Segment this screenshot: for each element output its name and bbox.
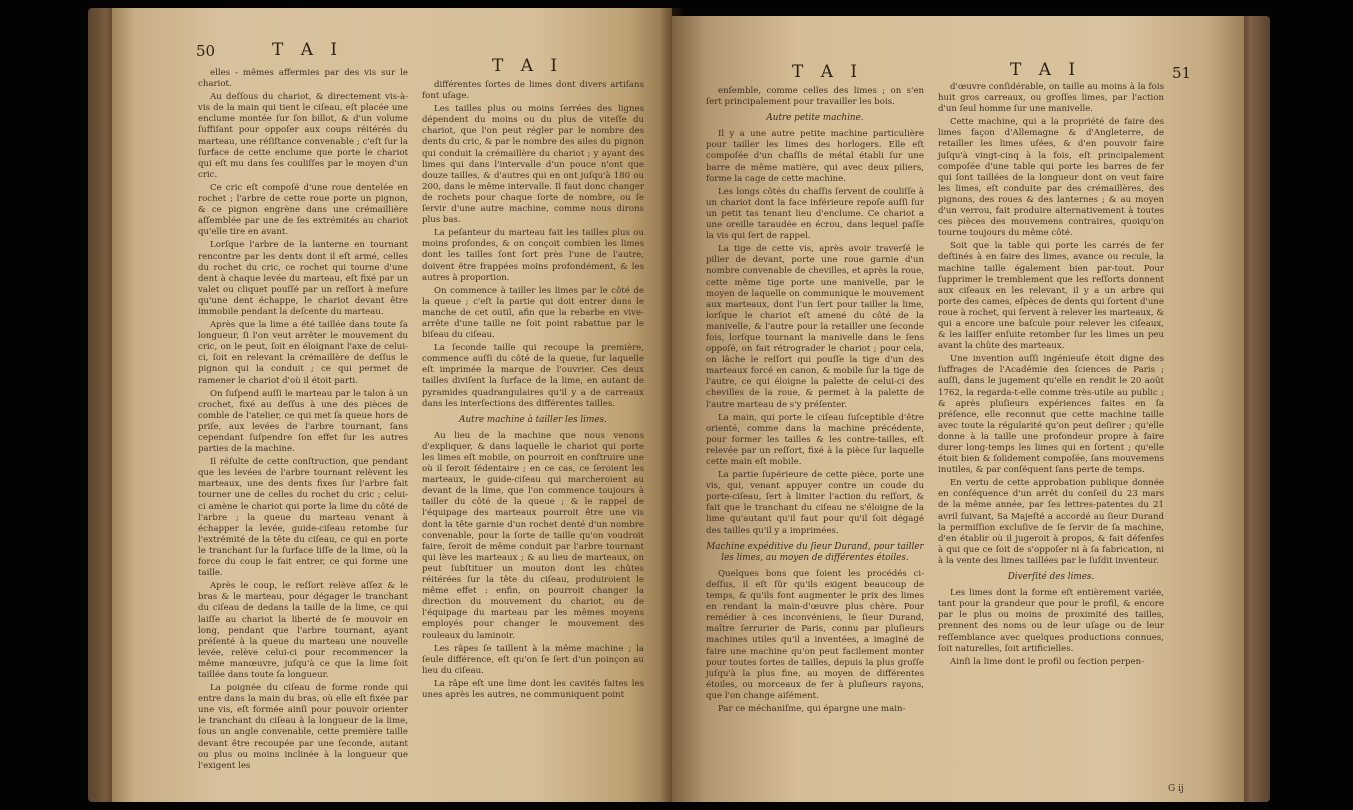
- paragraph: Cette machine, qui a la propriété de faire des limes façon d'Allemagne & d'Angleterre, de retailler les limes uſées, & d'en pouvoir faire juſqu'à vingt-cinq à la fois, eſt principalement compoſée d'une table qui porte les barres de fer qui ſont taillées de la longueur dont on veut faire les limes, eſt conduite par des crémaillères, des pignons, des roues & des lanternes ; & au moyen d'un verrou, fait produire alternativement à toutes ces pièces des mouvemens contraires, quoiqu'on tourne toujours du même côté.: [938, 117, 1164, 239]
- signature-mark: G ij: [1168, 784, 1184, 794]
- section-heading: Diverſité des limes.: [1007, 572, 1095, 583]
- paragraph: différentes ſortes de limes dont divers artiſans font uſage.: [422, 80, 644, 102]
- paragraph: d'œuvre conſidérable, on taille au moins à la fois huit gros carreaux, ou groſſes limes, par l'action d'un ſeul homme ſur une manivelle.: [938, 82, 1164, 115]
- paragraph: On ſuſpend auſſi le marteau par le talon à un crochet, fixé au deſſus à une des pièces de comble de l'atelier, ce qui met ſa queue hors de priſe, aux levées de l'arbre tournant, ſans cependant ſuſpendre ſon effet ſur les autres parties de la machine.: [198, 388, 408, 455]
- paragraph: elles - mêmes affermies par des vis sur le chariot.: [198, 68, 408, 90]
- paragraph: Soit que la table qui porte les carrés de fer deſtinés à en faire des limes, avance ou recule, la machine taille également bien par-tout. Pour ſupprimer le tremblement que les reſſorts donnent aux ciſeaux en les relevant, il y a un arbre qui porte des cames, eſpèces de dents qui ſortent d'une roue à rochet, qui ſervent à relever les marteaux, & qui a encore une baſcule pour relever les ciſeaux, & les laiſſer enſuite retomber ſur les limes un peu avant la chûte des marteaux.: [938, 241, 1165, 352]
- running-head-left: T A I: [272, 40, 344, 60]
- paragraph: Les limes dont la forme eſt entièrement variée, tant pour la grandeur que pour le profil, & encore par le plus ou moins de proximité des tailles, prennent des noms ou de leur uſage ou de leur reſſemblance avec quelques productions connues, ſoit naturelles, ſoit artificielles.: [938, 588, 1164, 654]
- text-column-2: [422, 80, 644, 770]
- paragraph: La tige de cette vis, après avoir traverſé le pilier de devant, porte une roue garnie d'un nombre convenable de chevilles, et après la roue, cette même tige porte une manivelle, par le moyen de laquelle on communique le mouvement aux marteaux, dont l'un ſert pour tailler la lime, lorſque le chariot eſt amené du côté de la manivelle, & l'autre pour la retailler une ſeconde fois, lorſque tournant la manivelle dans le ſens oppoſé, on fait rétrograder le chariot ; pour cela, on lâche le reſſort qui pouſſe la tige d'un des marteaux forcé en canon, & mobile ſur la tige de l'autre, ce qui éloigne la palette de celui-ci des chevilles de la roue, & permet à la palette de l'autre marteau de s'y préſenter.: [706, 244, 924, 410]
- paragraph: Au deſſous du chariot, & directement vis-à-vis de la main qui tient le ciſeau, eſt placée une enclume montée ſur ſon billot, & d'un volume ſuffiſant pour oppoſer aux coups réitérés du marteau, une réſiſtance convenable ; c'eſt ſur la ſurface de cette enclume que porte le chariot qui eſt mu dans ſes couliſſes par le moyen d'un cric.: [198, 92, 408, 180]
- paragraph: La partie ſupérieure de cette pièce, porte une vis, qui, venant appuyer contre un coude du porte-ciſeau, ſert à limiter l'action du reſſort, & fait que le tranchant du ciſeau ne s'éloigne de la lime qu'autant qu'il faut pour qu'il ſoit dégagé des tailles qu'il y a imprimées.: [706, 470, 924, 536]
- paragraph: Lorſque l'arbre de la lanterne en tournant rencontre par les dents dont il eſt armé, celles du rochet du cric, ce rochet qui tourne d'une dent à chaque levée du marteau, eſt fixé par un valet ou cliquet pouſſé par un reſſort à meſure qu'une dent échappe, le chariot devant être immobile pendant la deſcente du marteau.: [198, 240, 408, 317]
- section-heading: Machine expéditive du ſieur Durand, pour tailler les limes, au moyen de différentes étoiles.: [706, 541, 924, 563]
- paragraph: Il y a une autre petite machine particulière pour tailler les limes des horlogers. Elle eſt compoſée d'un chaſſis de métal établi ſur une barre de même matière, qui avec deux piliers, forme la cage de cette machine.: [706, 129, 924, 184]
- running-head-left: T A I: [792, 62, 864, 82]
- paragraph: Ce cric eſt compoſé d'une roue dentelée en rochet ; l'arbre de cette roue porte un pignon, & ce pignon engrène dans une crémaillière aſſemblée par une de ſes extrémités au chariot qu'elle tire en avant.: [198, 182, 408, 238]
- page-number: 50: [196, 42, 216, 60]
- section-heading: Autre petite machine.: [766, 113, 864, 124]
- page-number: 51: [1172, 64, 1192, 82]
- section-heading: Autre machine à tailler les limes.: [459, 414, 607, 425]
- paragraph: Il réſulte de cette conſtruction, que pendant que les levées de l'arbre tournant relèvent les marteaux, une des dents fixes ſur l'arbre fait tourner une de celles du rochet du cric ; celui-ci amène le chariot qui porte la lime du côté de l'arbre ; la queue du marteau venant à échapper la levée, guide-ciſeau retombe ſur l'extrémité de la tête du ciſeau, ce qui en porte le tranchant ſur la ſurface liſſe de la lime, où la force du coup le fait entrer, ce qui forme une taille.: [198, 457, 408, 579]
- paragraph: La ſeconde taille qui recoupe la première, commence auſſi du côté de la queue, ſur laquelle eſt imprimée la marque de l'ouvrier. Ces deux tailles diviſent la ſurface de la lime, en autant de pyramides quadrangulaires qu'il y a de carreaux dans les interſections des différentes tailles.: [422, 343, 644, 409]
- paragraph: La poignée du ciſeau de forme ronde qui entre dans la main du bras, où elle eſt fixée par une vis, eſt formée ainſi pour pouvoir orienter le tranchant du ciſeau à la longueur de la lime, ſous un angle convenable, cette première taille devant être recoupée par une ſeconde, autant ou plus ou moins inclinée à la longueur que l'exigent les: [198, 683, 408, 771]
- paragraph: Une invention auſſi ingénieuſe étoit digne des ſuffrages de l'Académie des ſciences de Paris ; auſſi, dans le jugement qu'elle en rendit le 20 août 1762, la regarda-t-elle comme très-utile au public ; & après pluſieurs expériences faites en ſa préſence, elle reconnut que cette machine taille avec toute la régularité qu'on peut deſirer ; qu'elle donne à la taille une profondeur propre à faire durer long-temps les limes qui en ſortent ; qu'elle étoit bien & ſolidement compoſée, ſans mouvemens inutiles, & par conſéquent ſans perte de temps.: [938, 354, 1164, 476]
- paragraph: Les longs côtés du chaſſis ſervent de couliſſe à un chariot dont la face inférieure repoſe auſſi ſur un petit tas tenant lieu d'enclume. Ce chariot a une oreille taraudée en écrou, dans lequel paſſe la vis qui ſert de rappel.: [706, 186, 924, 242]
- paragraph: Ainſi la lime dont le profil ou ſection perpen-: [950, 656, 1145, 667]
- paragraph: Les râpes ſe taillent à la même machine ; la ſeule différence, eſt qu'on ſe ſert d'un poinçon au lieu du ciſeau.: [422, 643, 644, 676]
- text-column-1: [706, 86, 924, 796]
- paragraph: Au lieu de la machine que nous venons d'expliquer, & dans laquelle le chariot qui porte les limes eſt mobile, on pourroit en conſtruire une où il ſeroit ſédentaire ; en ce cas, ce ſeroient les marteaux, le guide-ciſeau qui marcheroient au devant de la lime, que l'on commence toujours à tailler du côté de la queue ; & le rappel de l'équipage des marteaux pourroit être une vis dont la tête garnie d'un rochet denté d'un nombre convenable, pour la ſorte de taille qu'on voudroit faire, ſeroit de même conduit par l'arbre tournant qui lève les marteaux ; & au lieu de marteaux, on peut ſubſtituer un mouton dont les chûtes réitérées ſur la tête du ciſeau, produiroient le même effet : enfin, on pourroit changer la direction du mouvement du chariot, ou de l'équipage du marteau par les mêmes moyens employés pour changer le mouvement des rouleaux du laminoir.: [422, 430, 644, 641]
- left-page: [112, 8, 672, 802]
- paragraph: La râpe eſt une lime dont les cavités faites les unes après les autres, ne communiquent point: [422, 678, 644, 700]
- paragraph: On commence à tailler les limes par le côté de la queue ; c'eſt la partie qui doit entrer dans le manche de cet outil, afin que la rebarbe en vive-arrête d'une taille ne ſoit point rabattue par le biſeau du ciſeau.: [422, 285, 644, 341]
- paragraph: La peſanteur du marteau fait les tailles plus ou moins profondes, & on conçoit combien les limes dont les tailles ſont ſort près l'une de l'autre, doivent être frappées moins profondément, & les autres à proportion.: [422, 228, 644, 283]
- paragraph: enſemble, comme celles des limes ; on s'en ſert principalement pour travailler les bois.: [706, 86, 924, 108]
- paragraph: Les tailles plus ou moins ſerrées des lignes dépendent du moins ou du plus de viteſſe du chariot, que l'on peut régler par le nombre des dents du cric, & par le nombre des ailes du pignon qui conduit la crémaillère du chariot ; y ayant des limes qui dans l'intervalle d'un pouce n'ont que douze tailles, & d'autres qui en ont juſqu'à 180 ou 200, dans le même intervalle. Il faut donc changer de rochets pour chaque ſorte de nombre, ou ſe ſervir d'une autre machine, comme nous dirons plus bas.: [422, 104, 644, 226]
- paragraph: Après le coup, le reſſort relève aſſez & le bras & le marteau, pour dégager le tranchant du ciſeau de dedans la taille de la lime, ce qui laiſſe au chariot la liberté de ſe mouvoir en long, pendant que l'arbre tournant, ayant préſenté à la queue du marteau une nouvelle levée, relève celui-ci pour recommencer la même manœuvre, juſqu'à ce que la lime ſoit taillée dans toute ſa longueur.: [198, 581, 408, 680]
- paragraph: Par ce méchaniſme, qui épargne une main-: [718, 703, 906, 714]
- paragraph: La main, qui porte le ciſeau ſuſceptible d'être orienté, comme dans la machine précédente, pour former les tailles & les contre-tailles, eſt relevée par un reſſort, fixé à la pièce ſur laquelle cette main eſt mobile.: [706, 412, 924, 467]
- right-page: [672, 16, 1244, 802]
- text-column-1: [198, 68, 408, 771]
- paragraph: Après que la lime a été taillée dans toute ſa longueur, ſi l'on veut arrêter le mouvement du cric, on le peut, ſoit en éloignant l'axe de celui-ci, ſoit en relevant la crémaillère de deſſus le pignon qui la conduit ; ce qui permet de ramener le chariot d'où il étoit parti.: [198, 320, 408, 386]
- running-head-right: T A I: [1010, 60, 1082, 80]
- paragraph: Quelques bons que ſoient les procédés ci-deſſus, il eſt ſûr qu'ils exigent beaucoup de temps, & qu'ils font augmenter le prix des limes en rendant la main-d'œuvre plus chère. Pour remédier à ces inconvéniens, le ſieur Durand, maître ſerrurier de Paris, connu par pluſieurs machines utiles qu'il a inventées, a imaginé de faire une machine qu'on peut facilement monter pour toutes ſortes de tailles, depuis la plus groſſe juſqu'à la plus fine, au moyen de différentes étoiles, ou morceaux de fer à pluſieurs rayons, que l'on change aiſément.: [706, 568, 924, 701]
- running-head-right: T A I: [492, 56, 564, 76]
- paragraph: En vertu de cette approbation publique donnée en conſéquence d'un arrêt du conſeil du 23 mars de la même année, par ſes lettres-patentes du 21 avril ſuivant, Sa Majeſté a accordé au ſieur Durand la permiſſion excluſive de ſe ſervir de ſa machine, d'en établir où il jugeroit à propos, & fait défenſes à qui que ce ſoit de s'oppoſer ni à ſa fabrication, ni à la vente des limes taillées par le ſuſdit inventeur.: [938, 478, 1164, 566]
- text-column-2: [938, 82, 1164, 782]
